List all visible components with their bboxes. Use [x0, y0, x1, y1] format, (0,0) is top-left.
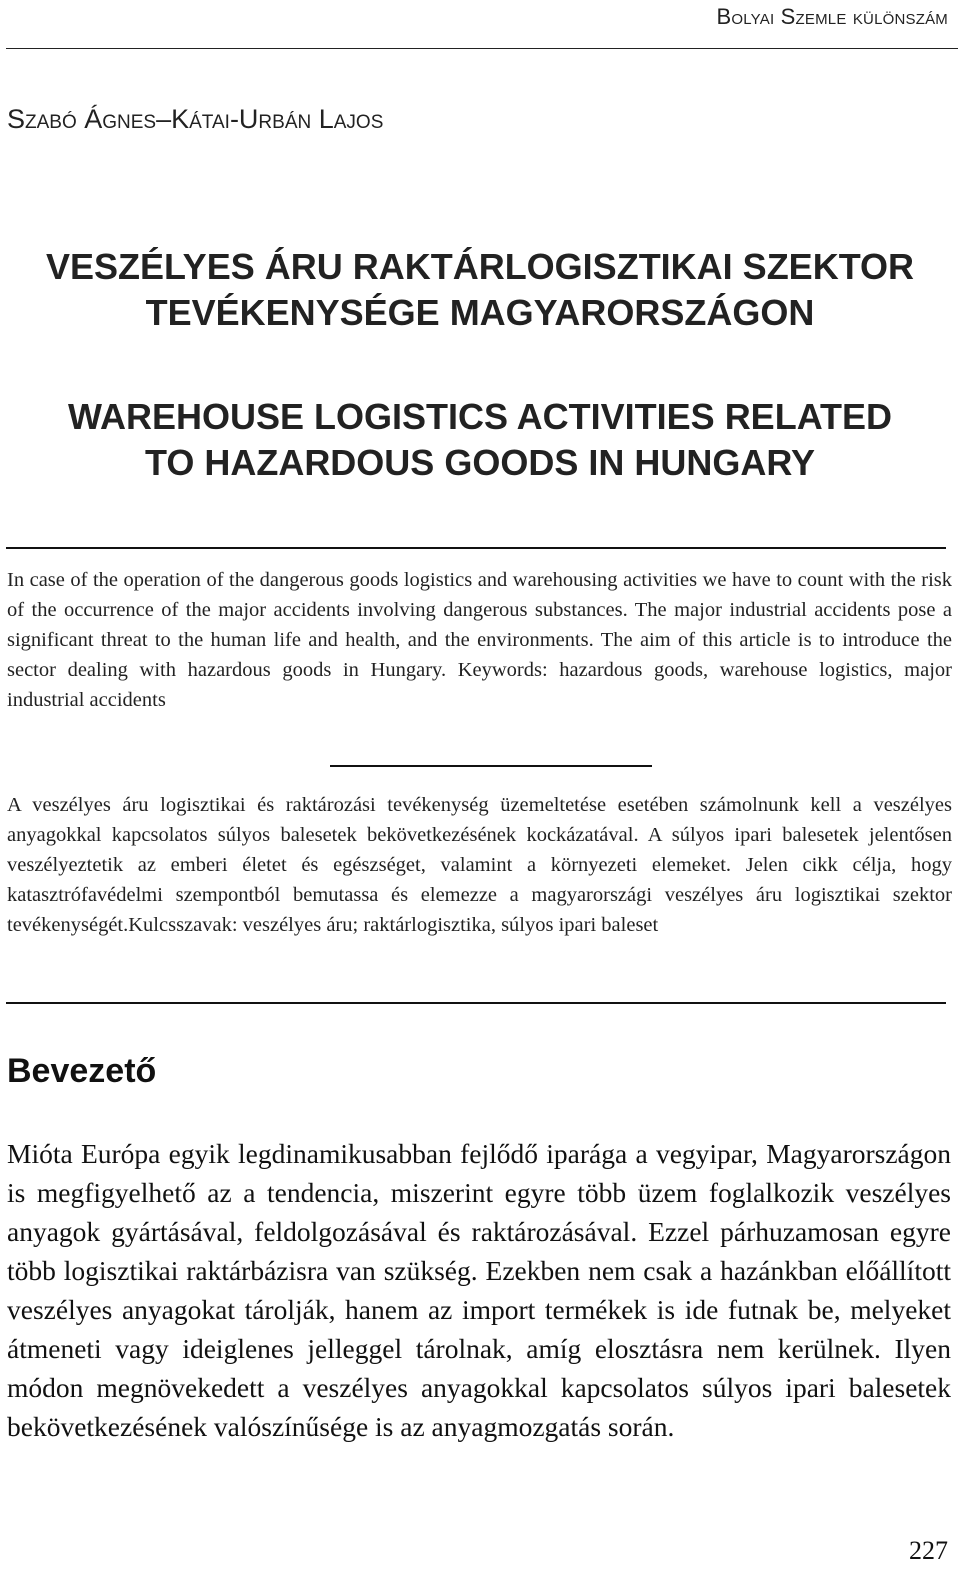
authors: Szabó Ágnes–Kátai-Urbán Lajos: [7, 104, 384, 134]
running-header: Bolyai Szemle különszám: [716, 4, 948, 29]
title-hungarian-line-2: TEVÉKENYSÉGE MAGYARORSZÁGON: [145, 292, 815, 333]
header-rule: [6, 48, 958, 49]
title-english: [0, 394, 960, 486]
abstract-hungarian: A veszélyes áru logisztikai és raktározási tevékenység üzemeltetése esetében számolnunk kell a veszélyes anyagokkal kapcsolatos súlyos balesetek bekövetkezésének kockázatával. A súlyos ipari balesetek jelentősen veszélyeztetik az emberi életet és egészséget, valamint a környezeti elemeket. Jelen cikk célja, hogy katasztrófavédelmi szempontból bemutassa és elemezze a magyarországi veszélyes áru logisztikai szektor tevékenységét.Kulcsszavak: veszélyes áru; raktárlogisztika, súlyos ipari baleset: [7, 794, 952, 936]
abstract-bottom-rule: [6, 1002, 946, 1004]
title-hungarian-line-1: VESZÉLYES ÁRU RAKTÁRLOGISZTIKAI SZEKTOR: [45, 246, 915, 287]
abstract-top-rule: [6, 547, 946, 549]
title-english-line-2: TO HAZARDOUS GOODS IN HUNGARY: [144, 442, 816, 483]
section-heading: Bevezető: [7, 1052, 157, 1090]
page-number: 227: [909, 1536, 948, 1565]
abstract-english: In case of the operation of the dangerous goods logistics and warehousing activities we have to count with the risk of the occurrence of the major accidents involving dangerous substances. The major industrial accidents pose a significant threat to the human life and health, and the environments. The aim of this article is to introduce the sector dealing with hazardous goods in Hungary. Keywords: hazardous goods, warehouse logistics, major industrial accidents: [7, 569, 952, 711]
title-hungarian: [0, 244, 960, 336]
abstract-separator-rule: [330, 765, 652, 767]
title-english-line-1: WAREHOUSE LOGISTICS ACTIVITIES RELATED: [67, 396, 893, 437]
intro-paragraph: Mióta Európa egyik legdinamikusabban fejlődő iparága a vegyipar, Magyarországon is megfigyelhető az a tendencia, miszerint egyre több üzem foglalkozik veszélyes anyagok gyártásával, feldolgozásával és raktározásával. Ezzel párhuzamosan egyre több logisztikai raktárbázisra van szükség. Ezekben nem csak a hazánkban előállított veszélyes anyagokat tárolják, hanem az import termékek is ide futnak be, melyeket átmeneti vagy ideiglenes jelleggel tárolnak, amíg elosztásra nem kerülnek. Ilyen módon megnövekedett a veszélyes anyagokkal kapcsolatos súlyos ipari balesetek bekövetkezésének valószínűsége is az anyagmozgatás során.: [7, 1138, 951, 1442]
